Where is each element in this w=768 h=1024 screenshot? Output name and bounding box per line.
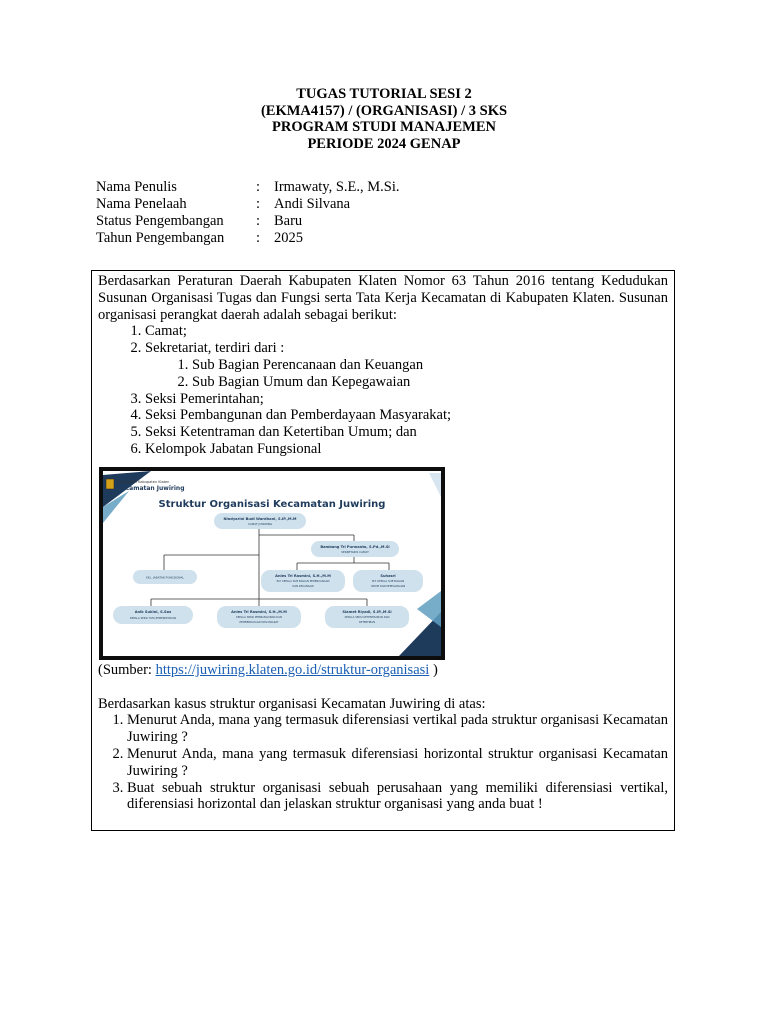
node-role: KETERTIBAN	[358, 620, 376, 624]
node-name: Anik Sukini, S.Sos	[134, 609, 172, 614]
chart-title: Struktur Organisasi Kecamatan Juwiring	[158, 498, 386, 510]
meta-sep: :	[256, 230, 261, 246]
node-role: PLT. KEPALA SUB BAGIAN PERENCANAAN	[276, 579, 330, 583]
question-list	[98, 712, 668, 813]
meta-value: 2025	[274, 230, 303, 246]
meta-row-penelaah	[96, 196, 400, 213]
document-meta	[96, 179, 400, 247]
meta-value: Irmawaty, S.E., M.Si.	[274, 179, 400, 195]
meta-row-penulis	[96, 179, 400, 196]
source-citation	[98, 662, 668, 679]
node-role: KEPALA SEKSI PEMBANGUNAN DAN	[236, 615, 282, 619]
list-item: 4. Seksi Pembangunan dan Pemberdayaan Masyarakat;	[145, 407, 668, 424]
meta-sep: :	[256, 213, 261, 229]
node-name: Anies Tri Rasmini, S.H.,M.M	[231, 609, 287, 614]
node-role: UMUM DAN KEPEGAWAIAN	[370, 584, 406, 588]
node-sekretaris	[311, 541, 399, 557]
meta-value: Andi Silvana	[274, 196, 351, 212]
source-suffix: )	[429, 661, 438, 678]
meta-row-tahun	[96, 230, 400, 247]
chart-kecamatan-label: Kecamatan Juwiring	[117, 484, 185, 492]
header-line-4: PERIODE 2024 GENAP	[307, 135, 461, 152]
node-role: KEPALA SEKSI TATA PEMERINTAHAN	[129, 616, 177, 620]
node-name: Anies Tri Rasmini, S.H.,M.M	[275, 573, 331, 578]
source-prefix: (Sumber:	[98, 661, 156, 678]
list-item: 5. Seksi Ketentraman dan Ketertiban Umum; dan	[145, 424, 668, 441]
meta-label: Nama Penelaah	[96, 196, 187, 212]
node-seksi-pemerintahan	[113, 606, 193, 624]
question-item: 1. Menurut Anda, mana yang termasuk diferensiasi vertikal pada struktur organisasi Kecamatan Juwiring ?	[127, 712, 668, 746]
list-item: 6. Kelompok Jabatan Fungsional	[145, 441, 668, 458]
list-item: 3. Seksi Pemerintahan;	[145, 391, 668, 408]
question-item: 3. Buat sebuah struktur organisasi sebuah perusahaan yang memiliki diferensiasi vertikal, diferensiasi horizontal dan jelaskan struktur organisasi yang anda buat !	[127, 780, 668, 814]
assignment-box	[91, 270, 675, 831]
sub-list-item: 2. Sub Bagian Umum dan Kepegawaian	[192, 374, 668, 391]
node-role: DAN KEUANGAN	[292, 584, 314, 588]
meta-row-status	[96, 213, 400, 230]
header-line-3: PROGRAM STUDI MANAJEMEN	[272, 119, 496, 135]
source-link[interactable]: https://juwiring.klaten.go.id/struktur-organisasi	[155, 661, 430, 678]
node-role: KEL. JABATAN FUNGSIONAL	[146, 575, 184, 580]
question-item: 2. Menurut Anda, mana yang termasuk diferensiasi horizontal struktur organisasi Kecamatan Juwiring ?	[127, 746, 668, 780]
meta-sep: :	[256, 179, 261, 195]
meta-value: Baru	[274, 213, 303, 229]
org-chart-svg	[99, 467, 445, 660]
node-role: PEMBERDAYAAN MASYARAKAT	[239, 620, 279, 624]
sub-list	[145, 357, 668, 391]
node-name: Nindyarini Budi Wardhani, S.IP.,M.M	[223, 516, 297, 521]
meta-label: Tahun Pengembangan	[96, 230, 225, 246]
node-name: Slamet Riyadi, S.IP.,M.Si	[342, 609, 392, 614]
node-role: PLT. KEPALA SUB BAGIAN	[371, 579, 405, 583]
header-line-1: TUGAS TUTORIAL SESI 2	[296, 86, 472, 102]
org-list	[98, 323, 668, 457]
node-camat	[214, 513, 306, 529]
list-item-text: Sekretariat, terdiri dari :	[145, 340, 285, 357]
document-header	[0, 86, 768, 152]
node-name: Bambang Tri Purwanto, S.Pd.,M.Si	[320, 544, 390, 549]
klaten-logo-icon	[106, 479, 114, 489]
header-line-2: (EKMA4157) / (ORGANISASI) / 3 SKS	[260, 102, 508, 119]
meta-label: Status Pengembangan	[96, 213, 224, 229]
meta-sep: :	[256, 196, 261, 212]
sub-list-item: 1. Sub Bagian Perencanaan dan Keuangan	[192, 357, 668, 374]
node-role: CAMAT JUWIRING	[247, 521, 273, 526]
node-role: SEKRETARIS CAMAT	[341, 549, 369, 554]
list-item: 1. Camat;	[145, 323, 668, 340]
org-chart-image	[99, 467, 445, 660]
node-role: KEPALA SEKSI KETENTRAMAN DAN	[344, 615, 390, 619]
node-name: Suhasri	[380, 573, 396, 578]
meta-label: Nama Penulis	[96, 179, 177, 195]
intro-paragraph: Berdasarkan Peraturan Daerah Kabupaten Klaten Nomor 63 Tahun 2016 tentang Kedudukan Susunan Organisasi Tugas dan Fungsi serta Tata Kerja Kecamatan di Kabupaten Klaten. Susunan organisasi perangkat daerah adalah sebagai berikut:	[98, 273, 668, 323]
chart-gov-label: Pemerintah Kabupaten Klaten	[117, 479, 170, 484]
questions-intro: Berdasarkan kasus struktur organisasi Kecamatan Juwiring di atas:	[98, 695, 486, 712]
list-item	[145, 340, 668, 390]
